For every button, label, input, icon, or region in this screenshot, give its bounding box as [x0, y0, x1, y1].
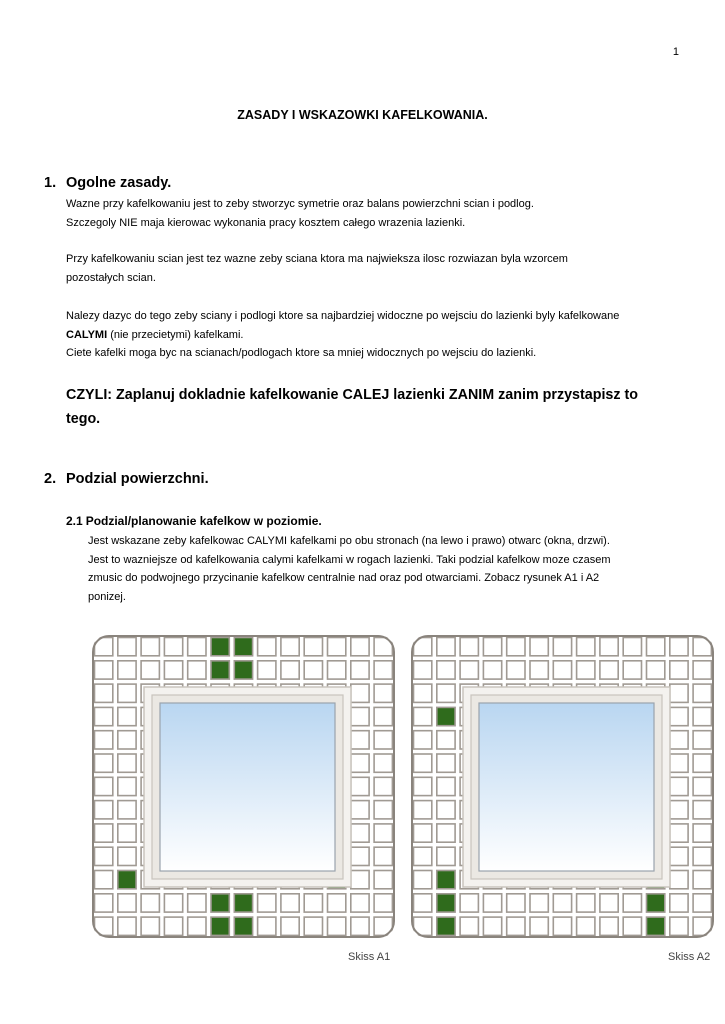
tile	[351, 801, 369, 819]
window-glass	[160, 703, 335, 871]
text-fragment: (nie przecietymi) kafelkami.	[107, 328, 244, 341]
tile	[460, 917, 478, 935]
tile	[414, 894, 432, 912]
tile	[437, 707, 455, 725]
tile	[414, 707, 432, 725]
tile	[670, 777, 688, 795]
tile	[95, 684, 113, 702]
tile	[623, 638, 641, 656]
tile	[414, 731, 432, 749]
text-line: pozostałych scian.	[66, 271, 156, 284]
tile	[95, 754, 113, 772]
tile	[693, 731, 711, 749]
tile	[304, 917, 322, 935]
tile	[164, 638, 182, 656]
tile	[577, 638, 595, 656]
tile	[95, 777, 113, 795]
tile	[188, 638, 206, 656]
tile	[141, 661, 159, 679]
tile	[647, 894, 665, 912]
tile	[670, 731, 688, 749]
tile	[553, 661, 571, 679]
subsection-2-1-title: Podzial/planowanie kafelkow w poziomie.	[85, 514, 322, 528]
tile	[258, 894, 276, 912]
tile	[95, 661, 113, 679]
tile	[670, 871, 688, 889]
text-line: Szczegoly NIE maja kierowac wykonania pracy kosztem całego wrazenia lazienki.	[66, 216, 466, 229]
tile	[374, 847, 392, 865]
tile	[164, 917, 182, 935]
tile	[437, 684, 455, 702]
tile	[414, 871, 432, 889]
text-line: CZYLI: Zaplanuj dokladnie kafelkowanie CALEJ lazienki ZANIM zanim przystapisz to	[66, 387, 638, 403]
tile	[670, 801, 688, 819]
text-line: Przy kafelkowaniu scian jest tez wazne zeby sciana ktora ma najwieksza ilosc rozwiazan byla wzorcem	[66, 253, 568, 265]
tile	[118, 847, 136, 865]
tile	[530, 917, 548, 935]
tile	[374, 754, 392, 772]
tile	[95, 707, 113, 725]
tile	[118, 871, 136, 889]
tile	[351, 707, 369, 725]
tile	[437, 638, 455, 656]
tile	[234, 894, 252, 912]
tile	[234, 917, 252, 935]
tile	[693, 684, 711, 702]
tile	[460, 638, 478, 656]
section-2-title: Podzial powierzchni.	[66, 471, 209, 487]
tile	[670, 824, 688, 842]
tile	[164, 894, 182, 912]
tile-diagram-a1	[92, 635, 395, 938]
text-line: Nalezy dazyc do tego zeby sciany i podlogi ktore sa najbardziej widoczne po wejsciu do lazienki byly kafelkowane	[66, 310, 620, 322]
emphasis-note	[66, 383, 666, 431]
tile	[211, 661, 229, 679]
section-2-number: 2.	[44, 471, 57, 487]
section-1-paragraph-1	[66, 195, 686, 232]
tile	[647, 638, 665, 656]
tile	[577, 661, 595, 679]
tile	[141, 638, 159, 656]
tile	[670, 847, 688, 865]
tile	[234, 638, 252, 656]
tile	[623, 917, 641, 935]
tile	[600, 894, 618, 912]
subsection-2-1-paragraph	[88, 532, 688, 606]
tile	[693, 824, 711, 842]
tile	[437, 847, 455, 865]
tile	[693, 754, 711, 772]
tile	[95, 847, 113, 865]
tile	[351, 754, 369, 772]
tile	[304, 894, 322, 912]
tile	[437, 917, 455, 935]
tile	[95, 894, 113, 912]
tile	[351, 777, 369, 795]
tile	[600, 917, 618, 935]
tile	[118, 777, 136, 795]
tile	[374, 731, 392, 749]
tile	[118, 894, 136, 912]
tile	[351, 731, 369, 749]
tile	[460, 661, 478, 679]
tile	[374, 707, 392, 725]
tile	[670, 684, 688, 702]
tile	[188, 917, 206, 935]
window-glass	[479, 703, 654, 871]
tile	[281, 638, 299, 656]
tile	[693, 894, 711, 912]
text-line: tego.	[66, 411, 101, 427]
tile	[483, 894, 501, 912]
tile	[351, 871, 369, 889]
tile	[188, 894, 206, 912]
tile	[647, 661, 665, 679]
tile	[118, 917, 136, 935]
section-1-paragraph-3	[66, 307, 686, 363]
tile	[118, 707, 136, 725]
tile	[95, 801, 113, 819]
subsection-2-1-heading	[66, 514, 322, 528]
tile	[414, 801, 432, 819]
tile	[304, 638, 322, 656]
page-number: 1	[672, 46, 679, 58]
tile	[693, 777, 711, 795]
tile	[118, 824, 136, 842]
tile	[414, 847, 432, 865]
tile	[328, 661, 346, 679]
figure-a1-caption: Skiss A1	[348, 951, 391, 963]
tile	[647, 917, 665, 935]
tile	[553, 894, 571, 912]
tile	[374, 777, 392, 795]
tile	[670, 754, 688, 772]
tile	[414, 777, 432, 795]
text-line	[66, 326, 686, 345]
tile	[351, 894, 369, 912]
tile	[374, 801, 392, 819]
tile	[234, 661, 252, 679]
text-line: Ciete kafelki moga byc na scianach/podlogach ktore sa mniej widocznych po wejsciu do lazienki.	[66, 347, 537, 359]
tile	[351, 917, 369, 935]
tile	[258, 638, 276, 656]
tile	[141, 917, 159, 935]
tile	[437, 731, 455, 749]
tile	[164, 661, 182, 679]
tile	[693, 801, 711, 819]
tile	[600, 661, 618, 679]
tile	[118, 661, 136, 679]
tile	[95, 731, 113, 749]
tile-diagram-a2	[411, 635, 714, 938]
tile	[211, 917, 229, 935]
tile	[600, 638, 618, 656]
tile	[188, 661, 206, 679]
tile	[374, 824, 392, 842]
tile	[328, 917, 346, 935]
subsection-2-1-number: 2.1	[66, 514, 83, 528]
tile	[374, 684, 392, 702]
tile	[374, 894, 392, 912]
figure-a1	[92, 635, 395, 938]
tile	[483, 638, 501, 656]
tile	[553, 917, 571, 935]
tile	[460, 894, 478, 912]
tile	[281, 917, 299, 935]
tile	[693, 707, 711, 725]
tile	[437, 777, 455, 795]
tile	[281, 894, 299, 912]
tile	[95, 871, 113, 889]
section-1-heading	[44, 175, 171, 191]
document-title: ZASADY I WSKAZOWKI KAFELKOWANIA.	[237, 108, 488, 122]
tile	[374, 661, 392, 679]
tile	[351, 638, 369, 656]
section-2-heading	[44, 471, 209, 487]
tile	[507, 894, 525, 912]
tile	[281, 661, 299, 679]
tile	[577, 894, 595, 912]
tile	[141, 894, 159, 912]
text-line: Jest to wazniejsze od kafelkowania calymi kafelkami w rogach lazienki. Taki podzial kafelkow moze czasem	[88, 553, 611, 566]
tile	[118, 638, 136, 656]
tile	[483, 661, 501, 679]
tile	[483, 917, 501, 935]
tile	[118, 801, 136, 819]
tile	[623, 661, 641, 679]
text-line: zmusic do podwojnego przycinanie kafelkow centralnie nad oraz pod otwarciami. Zobacz rysunek A1 i A2	[88, 572, 600, 584]
text-line: Wazne przy kafelkowaniu jest to zeby stworzyc symetrie oraz balans powierzchni scian i podlog.	[66, 198, 534, 210]
tile	[670, 894, 688, 912]
tile	[351, 684, 369, 702]
tile	[414, 684, 432, 702]
tile	[258, 917, 276, 935]
tile	[118, 754, 136, 772]
tile	[693, 871, 711, 889]
section-1-paragraph-2	[66, 250, 686, 287]
tile	[118, 731, 136, 749]
tile	[414, 754, 432, 772]
tile	[414, 661, 432, 679]
tile	[530, 638, 548, 656]
tile	[211, 894, 229, 912]
tile	[577, 917, 595, 935]
figure-a2	[411, 635, 714, 938]
tile	[507, 638, 525, 656]
text-line: Jest wskazane zeby kafelkowac CALYMI kafelkami po obu stronach (na lewo i prawo) otwarc (okna, drzwi).	[88, 535, 610, 547]
figure-a2-caption: Skiss A2	[668, 951, 711, 963]
tile	[95, 824, 113, 842]
tile	[414, 824, 432, 842]
tile	[351, 661, 369, 679]
tile	[304, 661, 322, 679]
tile	[437, 871, 455, 889]
tile	[530, 894, 548, 912]
tile	[670, 638, 688, 656]
bold-word: CALYMI	[66, 328, 108, 341]
section-1-title: Ogolne zasady.	[66, 175, 172, 191]
tile	[437, 824, 455, 842]
tile	[437, 754, 455, 772]
text-line: ponizej.	[88, 590, 126, 603]
tile	[374, 871, 392, 889]
tile	[530, 661, 548, 679]
tile	[351, 824, 369, 842]
tile	[258, 661, 276, 679]
tile	[328, 638, 346, 656]
tile	[437, 894, 455, 912]
tile	[351, 847, 369, 865]
tile	[693, 661, 711, 679]
section-1-number: 1.	[44, 175, 57, 191]
tile	[670, 917, 688, 935]
tile	[670, 661, 688, 679]
tile	[211, 638, 229, 656]
tile	[507, 917, 525, 935]
tile	[437, 661, 455, 679]
tile	[118, 684, 136, 702]
tile	[623, 894, 641, 912]
tile	[670, 707, 688, 725]
tile	[553, 638, 571, 656]
tile	[693, 847, 711, 865]
tile	[328, 894, 346, 912]
tile	[507, 661, 525, 679]
tile	[437, 801, 455, 819]
